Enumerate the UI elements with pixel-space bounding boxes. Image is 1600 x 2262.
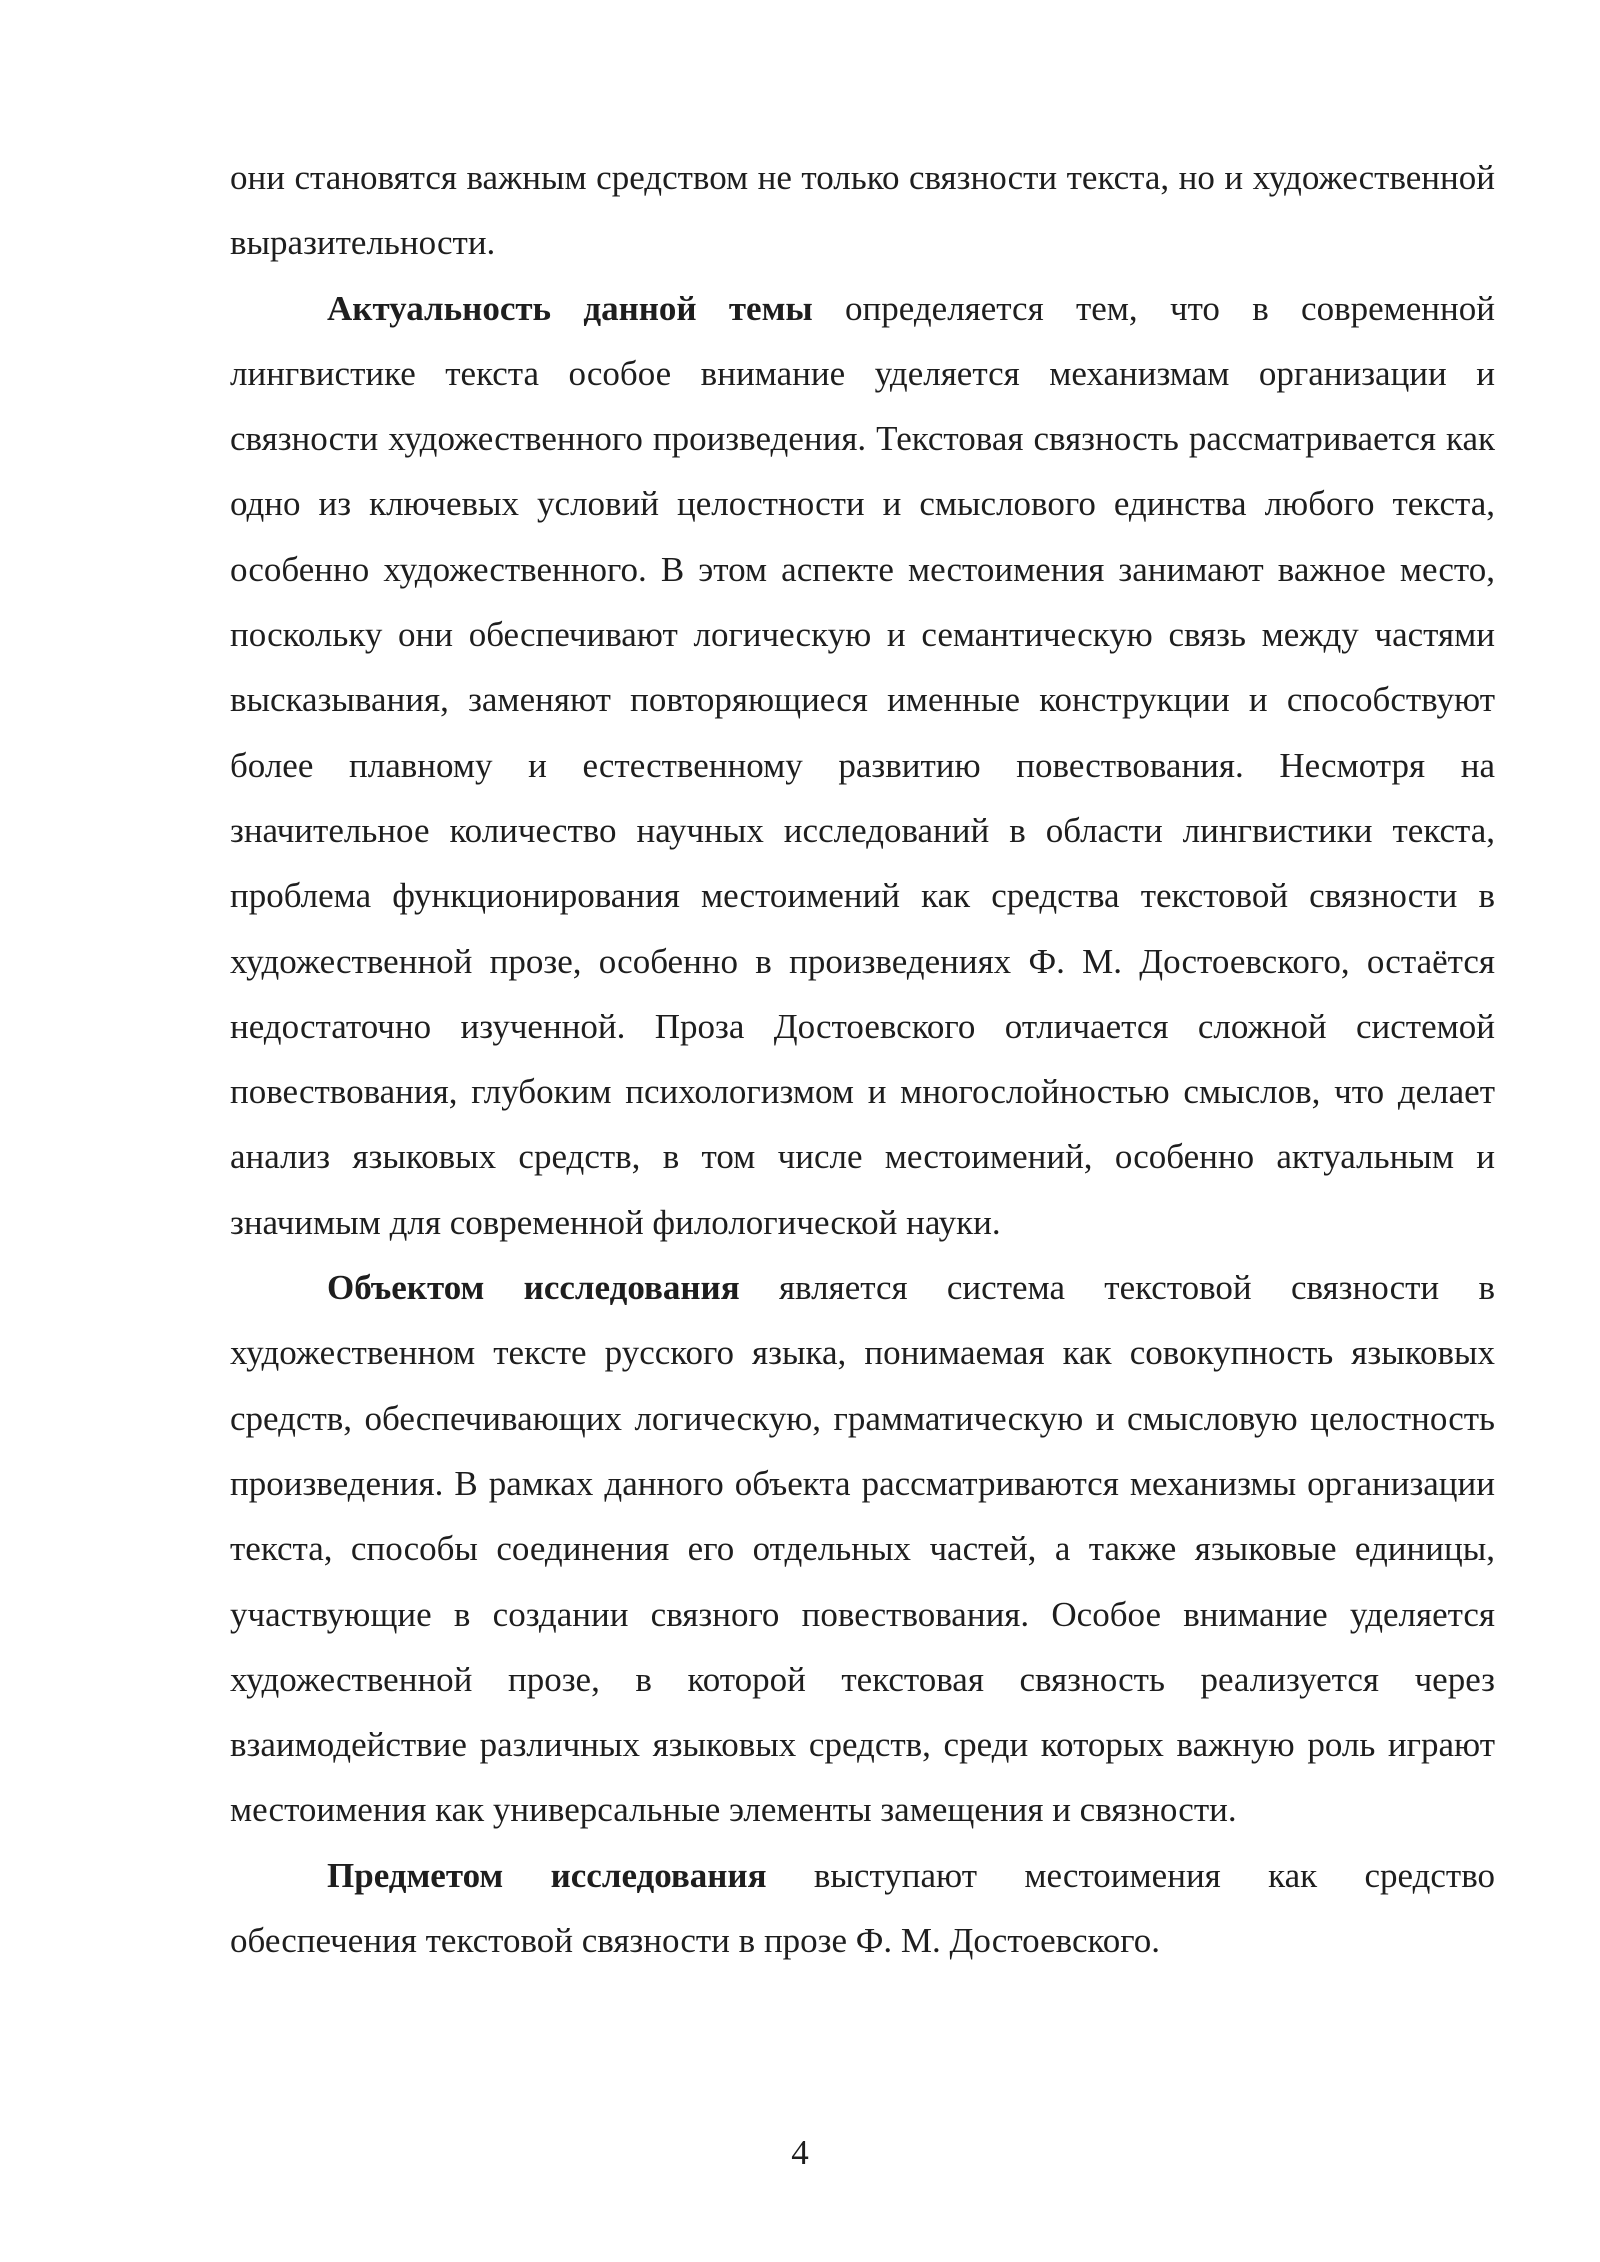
paragraph-object xyxy=(230,1255,1495,1843)
page-number: 4 xyxy=(791,2133,809,2172)
paragraph-subject xyxy=(230,1843,1495,1974)
paragraph-text: является система текстовой связности в художественном тексте русского языка, понимаемая как совокупность языковых средств, обеспечивающих логическую, грамматическую и смысловую целостность произведения. В рамках данного объекта рассматриваются механизмы организации текста, способы соединения его отдельных частей, а также языковые единицы, участвующие в создании связного повествования. Особое внимание уделяется художественной прозе, в которой текстовая связность реализуется через взаимодействие различных языковых средств, среди которых важную роль играют местоимения как универсальные элементы замещения и связности. xyxy=(230,1268,1495,1830)
paragraph-lead-relevance: Актуальность данной темы xyxy=(327,288,813,328)
paragraph-continuation xyxy=(230,145,1495,276)
document-body xyxy=(230,145,1495,1973)
paragraph-lead-object: Объектом исследования xyxy=(327,1268,740,1308)
paragraph-relevance xyxy=(230,276,1495,1255)
paragraph-text: определяется тем, что в современной лингвистике текста особое внимание уделяется механизмам организации и связности художественного произведения. Текстовая связность рассматривается как одно из ключевых условий целостности и смыслового единства любого текста, особенно художественного. В этом аспекте местоимения занимают важное место, поскольку они обеспечивают логическую и семантическую связь между частями высказывания, заменяют повторяющиеся именные конструкции и способствуют более плавному и естественному развитию повествования. Несмотря на значительное количество научных исследований в области лингвистики текста, проблема функционирования местоимений как средства текстовой связности в художественной прозе, особенно в произведениях Ф. М. Достоевского, остаётся недостаточно изученной. Проза Достоевского отличается сложной системой повествования, глубоким психологизмом и многослойностью смыслов, что делает анализ языковых средств, в том числе местоимений, особенно актуальным и значимым для современной филологической науки. xyxy=(230,288,1496,1242)
paragraph-text: они становятся важным средством не только связности текста, но и художественной выразительности. xyxy=(230,158,1495,263)
paragraph-lead-subject: Предметом исследования xyxy=(327,1855,767,1895)
paragraph-text: выступают местоимения как средство обеспечения текстовой связности в прозе Ф. М. Достоевского. xyxy=(230,1855,1495,1961)
